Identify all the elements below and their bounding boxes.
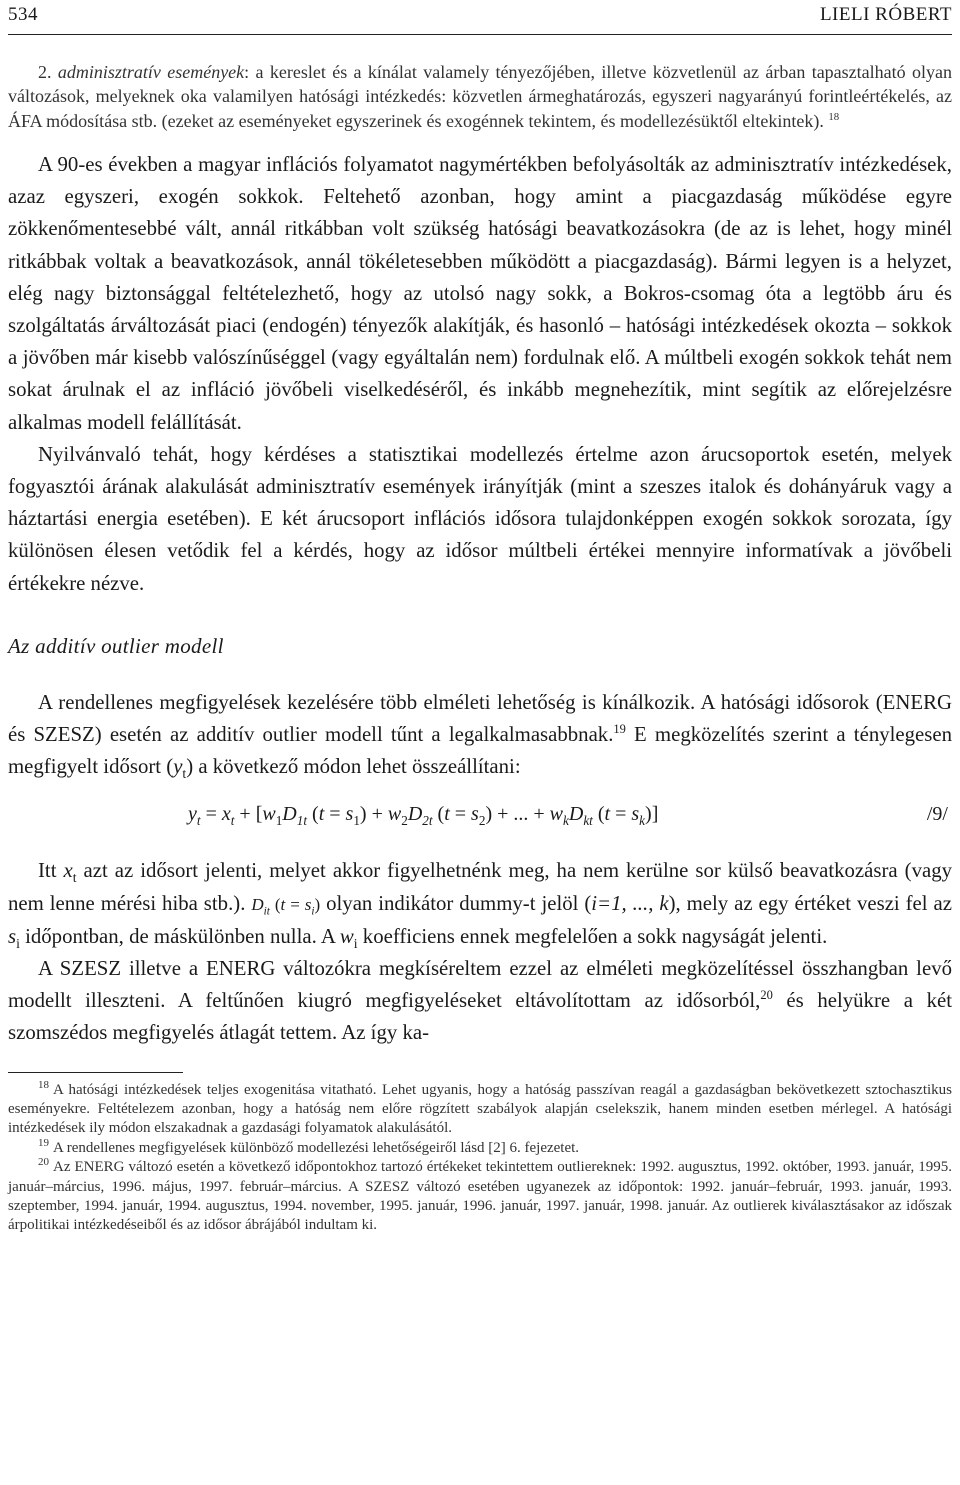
footnote-rule [8, 1072, 183, 1073]
section-heading: Az additív outlier modell [8, 633, 224, 658]
paragraph-4: Itt $x_t$ azt az idősort jelenti, melyet akkor figyelhetnénk meg, ha nem kerülne sor külső beavatkozásra (vagy nem lenne mérési hiba stb.). $D_{it}$ $(t = s_i)$ olyan indikátor dummy-t jelöl (i=1, ..., k), mely az egy értéket veszi fel az $s_i$ időpontban, de máskülönben nulla. A $w_i$ koefficiens ennek megfelelően a sokk nagyságát jelenti. [8, 859, 953, 951]
equation-expression: $y_t = x_t + [w_1D_{1t}$ $(t = s_1) + w_2D_{2t}$ $(t = s_2)$ + ... + $w_kD_{kt}$ $(t = s_k)$] [188, 803, 659, 829]
equation-number: /9/ [926, 803, 948, 826]
var-y: y [173, 755, 183, 779]
p3-text-c: ) a következő módon lehet összeállítani: [186, 755, 521, 779]
paragraph-1: A 90-es években a magyar inflációs folyamatot nagymértékben befolyásolták az adminisztratív intézkedések, azaz egyszeri, exogén sokkok. Feltehető azonban, hogy amint a piacgazdaság működése egyre zökkenőmentesebbé vált, annál ritkábban volt szükség hatósági beavatkozásokra (de az is lehet, hogy minél ritkábbak voltak a beavatkozások, annál tökéletesebben működött a piacgazdaság). Bármi legyen is a helyzet, elég nagy biztonsággal feltételezhető, hogy az utolsó nagy sokk, a Bokros-csomag óta a legtöbb áru és szolgáltatás árváltozását piaci (endogén) tényezők alakítják, és hasonló – hatósági intézkedések okozta – sokkok a jövőben már kisebb valószínűséggel (vagy egyáltalán nem) fordulnak elő. A múltbeli exogén sokkok tehát nem sokat árulnak el az infláció jövőbeli viselkedéséről, és inkább megnehezítik, mint segítik az előrejelzésre alkalmas modell felállítását. [8, 152, 952, 434]
p3-text-b: E megközelítés szerint a ténylegesen megfigyelt idősort ( [8, 722, 952, 779]
footnote-20: $^{20}$ Az ENERG változó esetén a következő időpontokhoz tartozó értékeket tekintettem outliereknek: 1992. augusztus, 1992. október, 1993. január, 1995. január–március, 1996. május, 1997. február–március. A SZESZ változó esetében ugyanezek az időpontok: 1992. január–február, 1993. január, 1993. szeptember, 1994. január, 1994. augusztus, 1994. november, 1995. január, 1996. január, 1997. január, 1998. január. Az outlierek kiválasztásakor az időszak árpolitikai intézkedéseiből és az idősor ábrájából indultam ki. [8, 1156, 952, 1234]
intro-paragraph [8, 60, 952, 133]
page-header [8, 4, 952, 30]
footnote-ref-19[interactable]: 19 [613, 722, 626, 737]
footnote-18: $^{18}$ A hatósági intézkedések teljes exogenitása vitatható. Lehet ugyanis, hogy a hatóság passzívan reagál a gazdaságban bekövetkezett sztochasztikus eseményekre. Feltételezem azonban, hogy a hatóság nem előre rögzített szabályok alapján cselekszik, hanem minden esetben mérlegel. A hatósági intézkedések ily módon elszakadnak a gazdasági folyamatok alakulásától. [8, 1078, 952, 1137]
sub-t: t [182, 766, 187, 782]
intro-term: adminisztratív események [57, 62, 245, 82]
paragraph-3 [8, 687, 952, 784]
paragraph-5: A SZESZ illetve a ENERG változókra megkíséreltem ezzel az elméleti megközelítéssel összhangban levő modellt illeszteni. A feltűnően kiugró megfigyeléseket eltávolítottam az idősorból,$^{20}$ és helyükre a két szomszédos megfigyelés átlagát tettem. Az így ka- [8, 956, 952, 1045]
equation-9 [8, 799, 952, 843]
page-body [8, 60, 952, 1236]
p3-text-a: A rendellenes megfigyelések kezelésére több elméleti lehetőség is kínálkozik. A hatósági idősorok (ENERG és SZESZ) esetén az additív outlier modell tűnt a legalkalmasabbnak. [8, 690, 952, 746]
paragraph-2: Nyilvánvaló tehát, hogy kérdéses a statisztikai modellezés értelme azon árucsoportok esetén, melyek fogyasztói árának alakulását adminisztratív események irányítják (mint a szeszes italok és dohányáruk vagy a háztartási energia esetében). E két árucsoport inflációs idősora tulajdonképpen exogén sokkok sorozata, így különösen élesen vetődik fel a kérdés, hogy az idősor múltbeli értékei mennyire informatívak a jövőbeli értékekre nézve. [8, 442, 952, 595]
footnote-19: $^{19}$ A rendellenes megfigyelések különböző modellezési lehetőségeiről lásd [2] 6. fejezetet. [38, 1136, 580, 1156]
indicator-dummy: $D_{it}$ $(t = s_i)$ [251, 894, 321, 917]
footnote-ref-20[interactable]: 20 [760, 988, 773, 1003]
page-number: 534 [8, 4, 38, 25]
footnote-ref-18[interactable]: 18 [828, 110, 840, 123]
header-rule [8, 34, 952, 35]
intro-text: : a kereslet és a kínálat valamely tényezőjében, illetve közvetlenül az árban tapasztalható olyan változások, melyeknek oka valamilyen hatósági intézkedés: közvetlen ármeghatározás, egyszeri nagyarányú forintleértékelés, az ÁFA módosítása stb. (ezeket az eseményeket egyszerinek és exogénnek tekintem, és modellezésüktől eltekintek). [8, 62, 952, 131]
running-author: LIELI RÓBERT [819, 4, 952, 25]
list-number: 2. [38, 62, 52, 82]
